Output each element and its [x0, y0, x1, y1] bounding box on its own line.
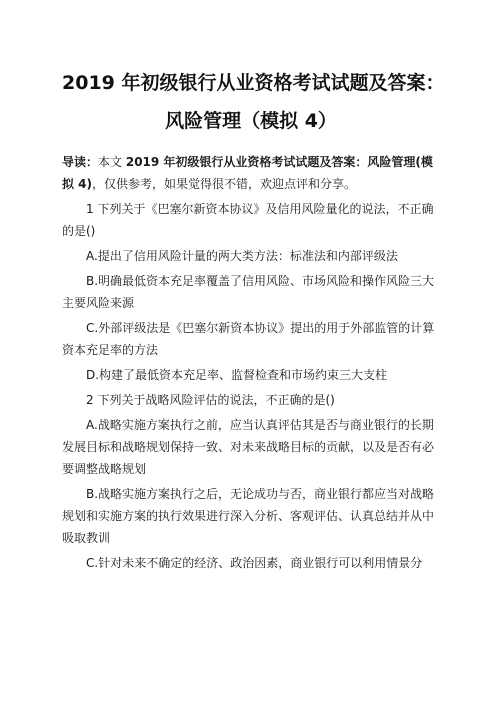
intro-rest: ，仅供参考，如果觉得很不错，欢迎点评和分享。	[92, 177, 357, 191]
question-2-option-b: B.战略实施方案执行之后，无论成功与否，商业银行都应当对战略规划和实施方案的执行效果进行深入分析、客观评估、认真总结并从中吸取教训	[62, 487, 435, 545]
question-2-option-c: C.针对未来不确定的经济、政治因素，商业银行可以利用情景分	[86, 556, 423, 570]
question-1: 1 下列关于《巴塞尔新资本协议》及信用风险量化的说法，不正确的是()	[62, 202, 434, 238]
title-line-1: 2019 年初级银行从业资格考试试题及答案：	[62, 72, 445, 94]
question-1-option-c: C.外部评级法是《巴塞尔新资本协议》提出的用于外部监管的计算资本充足率的方法	[62, 321, 435, 357]
title-line-2: 风险管理（模拟 4）	[165, 110, 337, 132]
intro-bold-title: 2019 年初级银行从业资格考试试题及答案：风险管理(模拟 4)	[62, 155, 433, 191]
question-2-option-a: A.战略实施方案执行之前，应当认真评估其是否与商业银行的长期发展目标和战略规划保持一致、对未来战略目标的贡献，以及是否有必要调整战略规划	[62, 418, 435, 476]
question-2: 2 下列关于战略风险评估的说法，不正确的是()	[86, 393, 335, 407]
intro-paragraph	[62, 151, 440, 195]
question-1-option-d: D.构建了最低资本充足率、监督检查和市场约束三大支柱	[86, 368, 388, 382]
question-1-option-b: B.明确最低资本充足率覆盖了信用风险、市场风险和操作风险三大主要风险来源	[62, 274, 435, 310]
intro-prefix: 本文	[98, 155, 126, 169]
intro-label: 导读：	[62, 155, 99, 169]
question-1-option-a: A.提出了信用风险计量的两大类方法：标准法和内部评级法	[86, 249, 398, 263]
document-title	[62, 64, 445, 140]
